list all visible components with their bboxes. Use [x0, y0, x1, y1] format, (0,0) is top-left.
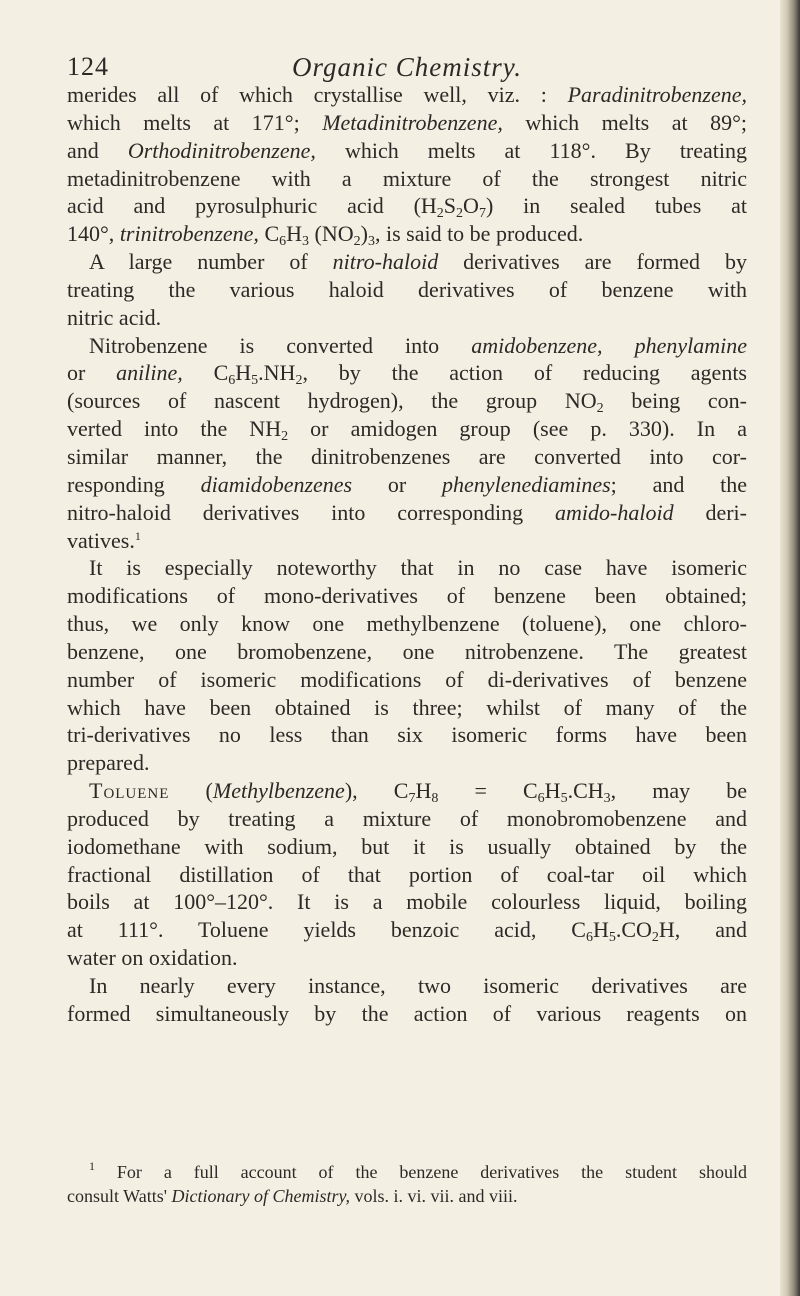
text-line: A large number of nitro-haloid derivatives are formed by	[89, 249, 747, 275]
text-line: nitric acid.	[67, 304, 162, 330]
body-text	[67, 81, 747, 1028]
text-line: tri-derivatives no less than six isomeric forms have been	[67, 722, 747, 748]
text-line: thus, we only know one methylbenzene (toluene), one chloro-	[67, 611, 747, 637]
text-line: formed simultaneously by the action of various reagents on	[67, 1000, 747, 1026]
text-line: similar manner, the dinitrobenzenes are converted into cor-	[67, 443, 747, 469]
text-line: responding diamidobenzenes or phenylenediamines; and the	[67, 471, 748, 497]
paragraph	[67, 81, 747, 248]
text-line: boils at 100°–120°. It is a mobile colourless liquid, boiling	[67, 889, 747, 915]
paragraph	[67, 332, 747, 555]
text-line: modifications of mono-derivatives of benzene been obtained;	[67, 583, 747, 609]
text-line: which have been obtained is three; whilst of many of the	[67, 694, 747, 720]
text-line: water on oxidation.	[67, 945, 238, 971]
text-line: acid and pyrosulphuric acid $(H_2S_2O_7)$ in sealed tubes at	[67, 193, 747, 222]
paragraph	[67, 777, 747, 972]
paragraph	[67, 972, 747, 1028]
text-line: treating the various haloid derivatives of benzene with	[67, 276, 747, 302]
text-line: benzene, one bromobenzene, one nitrobenzene. The greatest	[67, 638, 747, 664]
text-line: and Orthodinitrobenzene, which melts at 118°. By treating	[67, 137, 748, 163]
text-line: iodomethane with sodium, but it is usually obtained by the	[67, 833, 747, 859]
page-number: 124	[67, 52, 109, 81]
footnote-line: $^1$ For a full account of the benzene derivatives the student should	[89, 1159, 747, 1182]
page-edge-shadow	[780, 0, 800, 1296]
text-line: metadinitrobenzene with a mixture of the strongest nitric	[67, 165, 747, 191]
text-line: merides all of which crystallise well, viz. : Paradinitrobenzene,	[67, 82, 747, 107]
text-line: nitro-haloid derivatives into corresponding amido-haloid deri-	[67, 499, 747, 525]
text-line: 140°, trinitrobenzene, $C_6H_3$ $(NO_2)_3$, is said to be produced.	[67, 221, 584, 250]
footnote	[67, 1160, 747, 1208]
text-line: Nitrobenzene is converted into amidobenzene, phenylamine	[89, 332, 747, 358]
text-line: It is especially noteworthy that in no case have isomeric	[89, 555, 747, 581]
text-line: Toluene (Methylbenzene), $C_7H_8 = C_6H_5.CH_3$, may be	[89, 778, 748, 807]
text-line: or aniline, $C_6H_5.NH_2$, by the action of reducing agents	[67, 360, 747, 389]
paragraph	[67, 248, 747, 332]
text-line: produced by treating a mixture of monobromobenzene and	[67, 805, 747, 831]
text-line: In nearly every instance, two isomeric derivatives are	[89, 973, 747, 998]
text-line: number of isomeric modifications of di-derivatives of benzene	[67, 666, 747, 692]
text-line: verted into the $NH_2$ or amidogen group (see p. 330). In a	[67, 416, 747, 445]
text-line: (sources of nascent hydrogen), the group $NO_2$ being con-	[67, 388, 748, 417]
text-line: which melts at 171°; Metadinitrobenzene, which melts at 89°;	[67, 109, 748, 135]
text-line: fractional distillation of that portion of coal-tar oil which	[67, 861, 747, 887]
footnote-line: consult Watts' Dictionary of Chemistry, vols. i. vi. vii. and viii.	[67, 1186, 518, 1206]
text-line: at 111°. Toluene yields benzoic acid, $C_6H_5.CO_2H$, and	[67, 917, 747, 946]
text-line: prepared.	[67, 750, 150, 776]
paragraph	[67, 554, 747, 777]
running-title: Organic Chemistry.	[292, 52, 522, 82]
text-line: vatives.$^1$	[67, 527, 141, 553]
